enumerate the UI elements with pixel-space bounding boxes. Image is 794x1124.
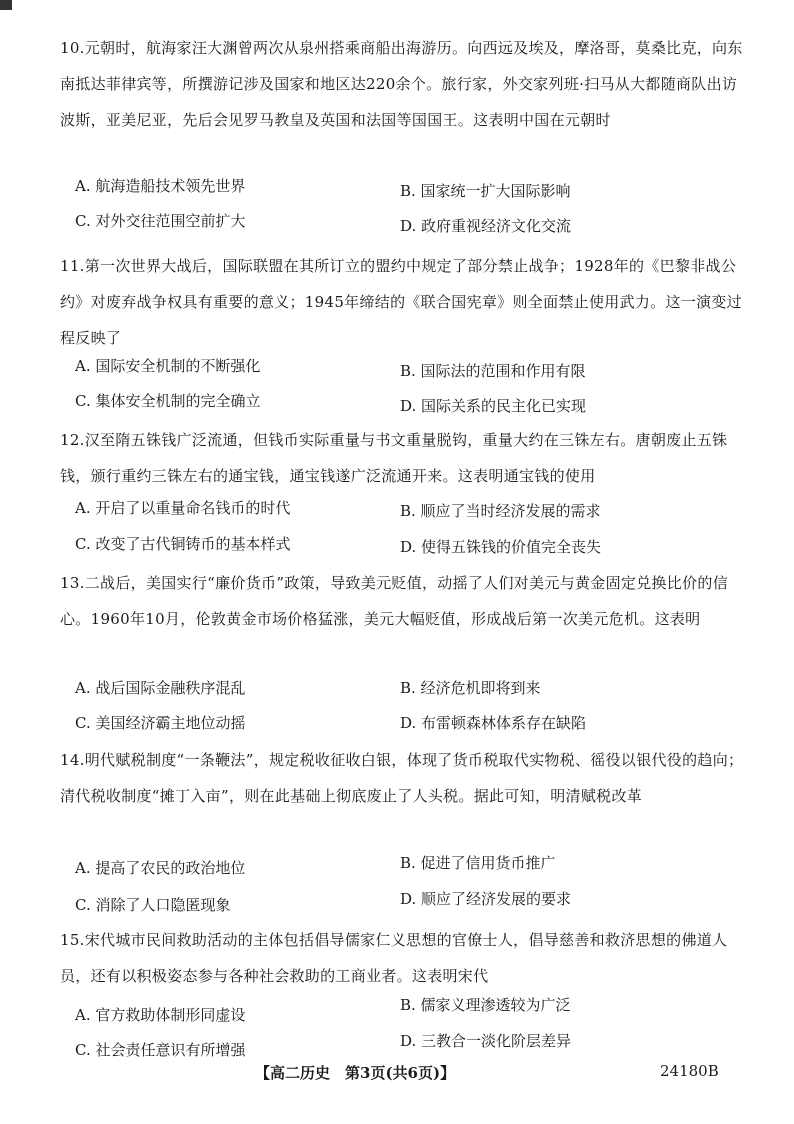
paper-code: 24180B <box>660 1062 719 1080</box>
question-15-option-b: B. 儒家义理渗透较为广泛 <box>400 996 571 1014</box>
question-15-option-d: D. 三教合一淡化阶层差异 <box>400 1032 572 1050</box>
question-12-option-d: D. 使得五铢钱的价值完全丧失 <box>400 538 602 556</box>
page-footer-label: 【高二历史 第3页(共6页)】 <box>255 1064 456 1082</box>
question-12-text: 12.汉至隋五铢钱广泛流通，但钱币实际重量与书文重量脱钩，重量大约在三铢左右。唐朝废止五铢钱，颁行重约三铢左右的通宝钱，通宝钱遂广泛流通开来。这表明通宝钱的使用 <box>60 431 728 485</box>
question-10-text: 10.元朝时，航海家汪大渊曾两次从泉州搭乘商船出海游历。向西远及埃及，摩洛哥，莫桑比克，向东南抵达菲律宾等，所撰游记涉及国家和地区达220余个。旅行家，外交家列班·扫马从大都随商队出访波斯，亚美尼亚，先后会见罗马教皇及英国和法国等国国王。这表明中国在元朝时 <box>60 39 743 129</box>
question-15-text: 15.宋代城市民间救助活动的主体包括倡导儒家仁义思想的官僚士人，倡导慈善和救济思想的佛道人员，还有以积极姿态参与各种社会救助的工商业者。这表明宋代 <box>60 931 728 985</box>
question-14-option-c: C. 消除了人口隐匿现象 <box>75 896 231 914</box>
question-14-option-d: D. 顺应了经济发展的要求 <box>400 890 572 908</box>
question-14-text: 14.明代赋税制度“一条鞭法”，规定税收征收白银，体现了货币税取代实物税、徭役以银代役的趋向；清代税收制度“摊丁入亩”，则在此基础上彻底废止了人头税。据此可知，明清赋税改革 <box>60 751 744 805</box>
question-12-option-b: B. 顺应了当时经济发展的需求 <box>400 502 601 520</box>
question-10-option-c: C. 对外交往范围空前扩大 <box>75 212 246 230</box>
question-14-option-a: A. 提高了农民的政治地位 <box>75 859 246 877</box>
corner-mark <box>0 0 12 10</box>
question-10-option-b: B. 国家统一扩大国际影响 <box>400 182 571 200</box>
question-12-option-a: A. 开启了以重量命名钱币的时代 <box>75 499 291 517</box>
question-11 <box>60 248 750 356</box>
question-12 <box>60 422 750 494</box>
question-10 <box>60 30 750 138</box>
question-13-text: 13.二战后，美国实行“廉价货币”政策，导致美元贬值，动摇了人们对美元与黄金固定兑换比价的信心。1960年10月，伦敦黄金市场价格猛涨，美元大幅贬值，形成战后第一次美元危机。这表明 <box>60 574 728 628</box>
question-11-text: 11.第一次世界大战后，国际联盟在其所订立的盟约中规定了部分禁止战争；1928年的《巴黎非战公约》对废弃战争权具有重要的意义；1945年缔结的《联合国宪章》则全面禁止使用武力。这一演变过程反映了 <box>60 257 742 347</box>
question-10-option-d: D. 政府重视经济文化交流 <box>400 217 572 235</box>
question-14 <box>60 742 750 814</box>
question-11-option-c: C. 集体安全机制的完全确立 <box>75 392 261 410</box>
question-11-option-d: D. 国际关系的民主化已实现 <box>400 397 587 415</box>
question-12-option-c: C. 改变了古代铜铸币的基本样式 <box>75 535 291 553</box>
question-11-option-b: B. 国际法的范围和作用有限 <box>400 362 586 380</box>
question-13-option-a: A. 战后国际金融秩序混乱 <box>75 679 246 697</box>
question-14-option-b: B. 促进了信用货币推广 <box>400 854 556 872</box>
question-10-option-a: A. 航海造船技术领先世界 <box>75 177 246 195</box>
question-13-option-c: C. 美国经济霸主地位动摇 <box>75 714 246 732</box>
question-13 <box>60 565 750 637</box>
question-15-option-c: C. 社会责任意识有所增强 <box>75 1041 246 1059</box>
question-15 <box>60 922 750 994</box>
question-11-option-a: A. 国际安全机制的不断强化 <box>75 357 261 375</box>
question-13-option-b: B. 经济危机即将到来 <box>400 679 541 697</box>
question-13-option-d: D. 布雷顿森林体系存在缺陷 <box>400 714 587 732</box>
question-15-option-a: A. 官方救助体制形同虚设 <box>75 1006 246 1024</box>
